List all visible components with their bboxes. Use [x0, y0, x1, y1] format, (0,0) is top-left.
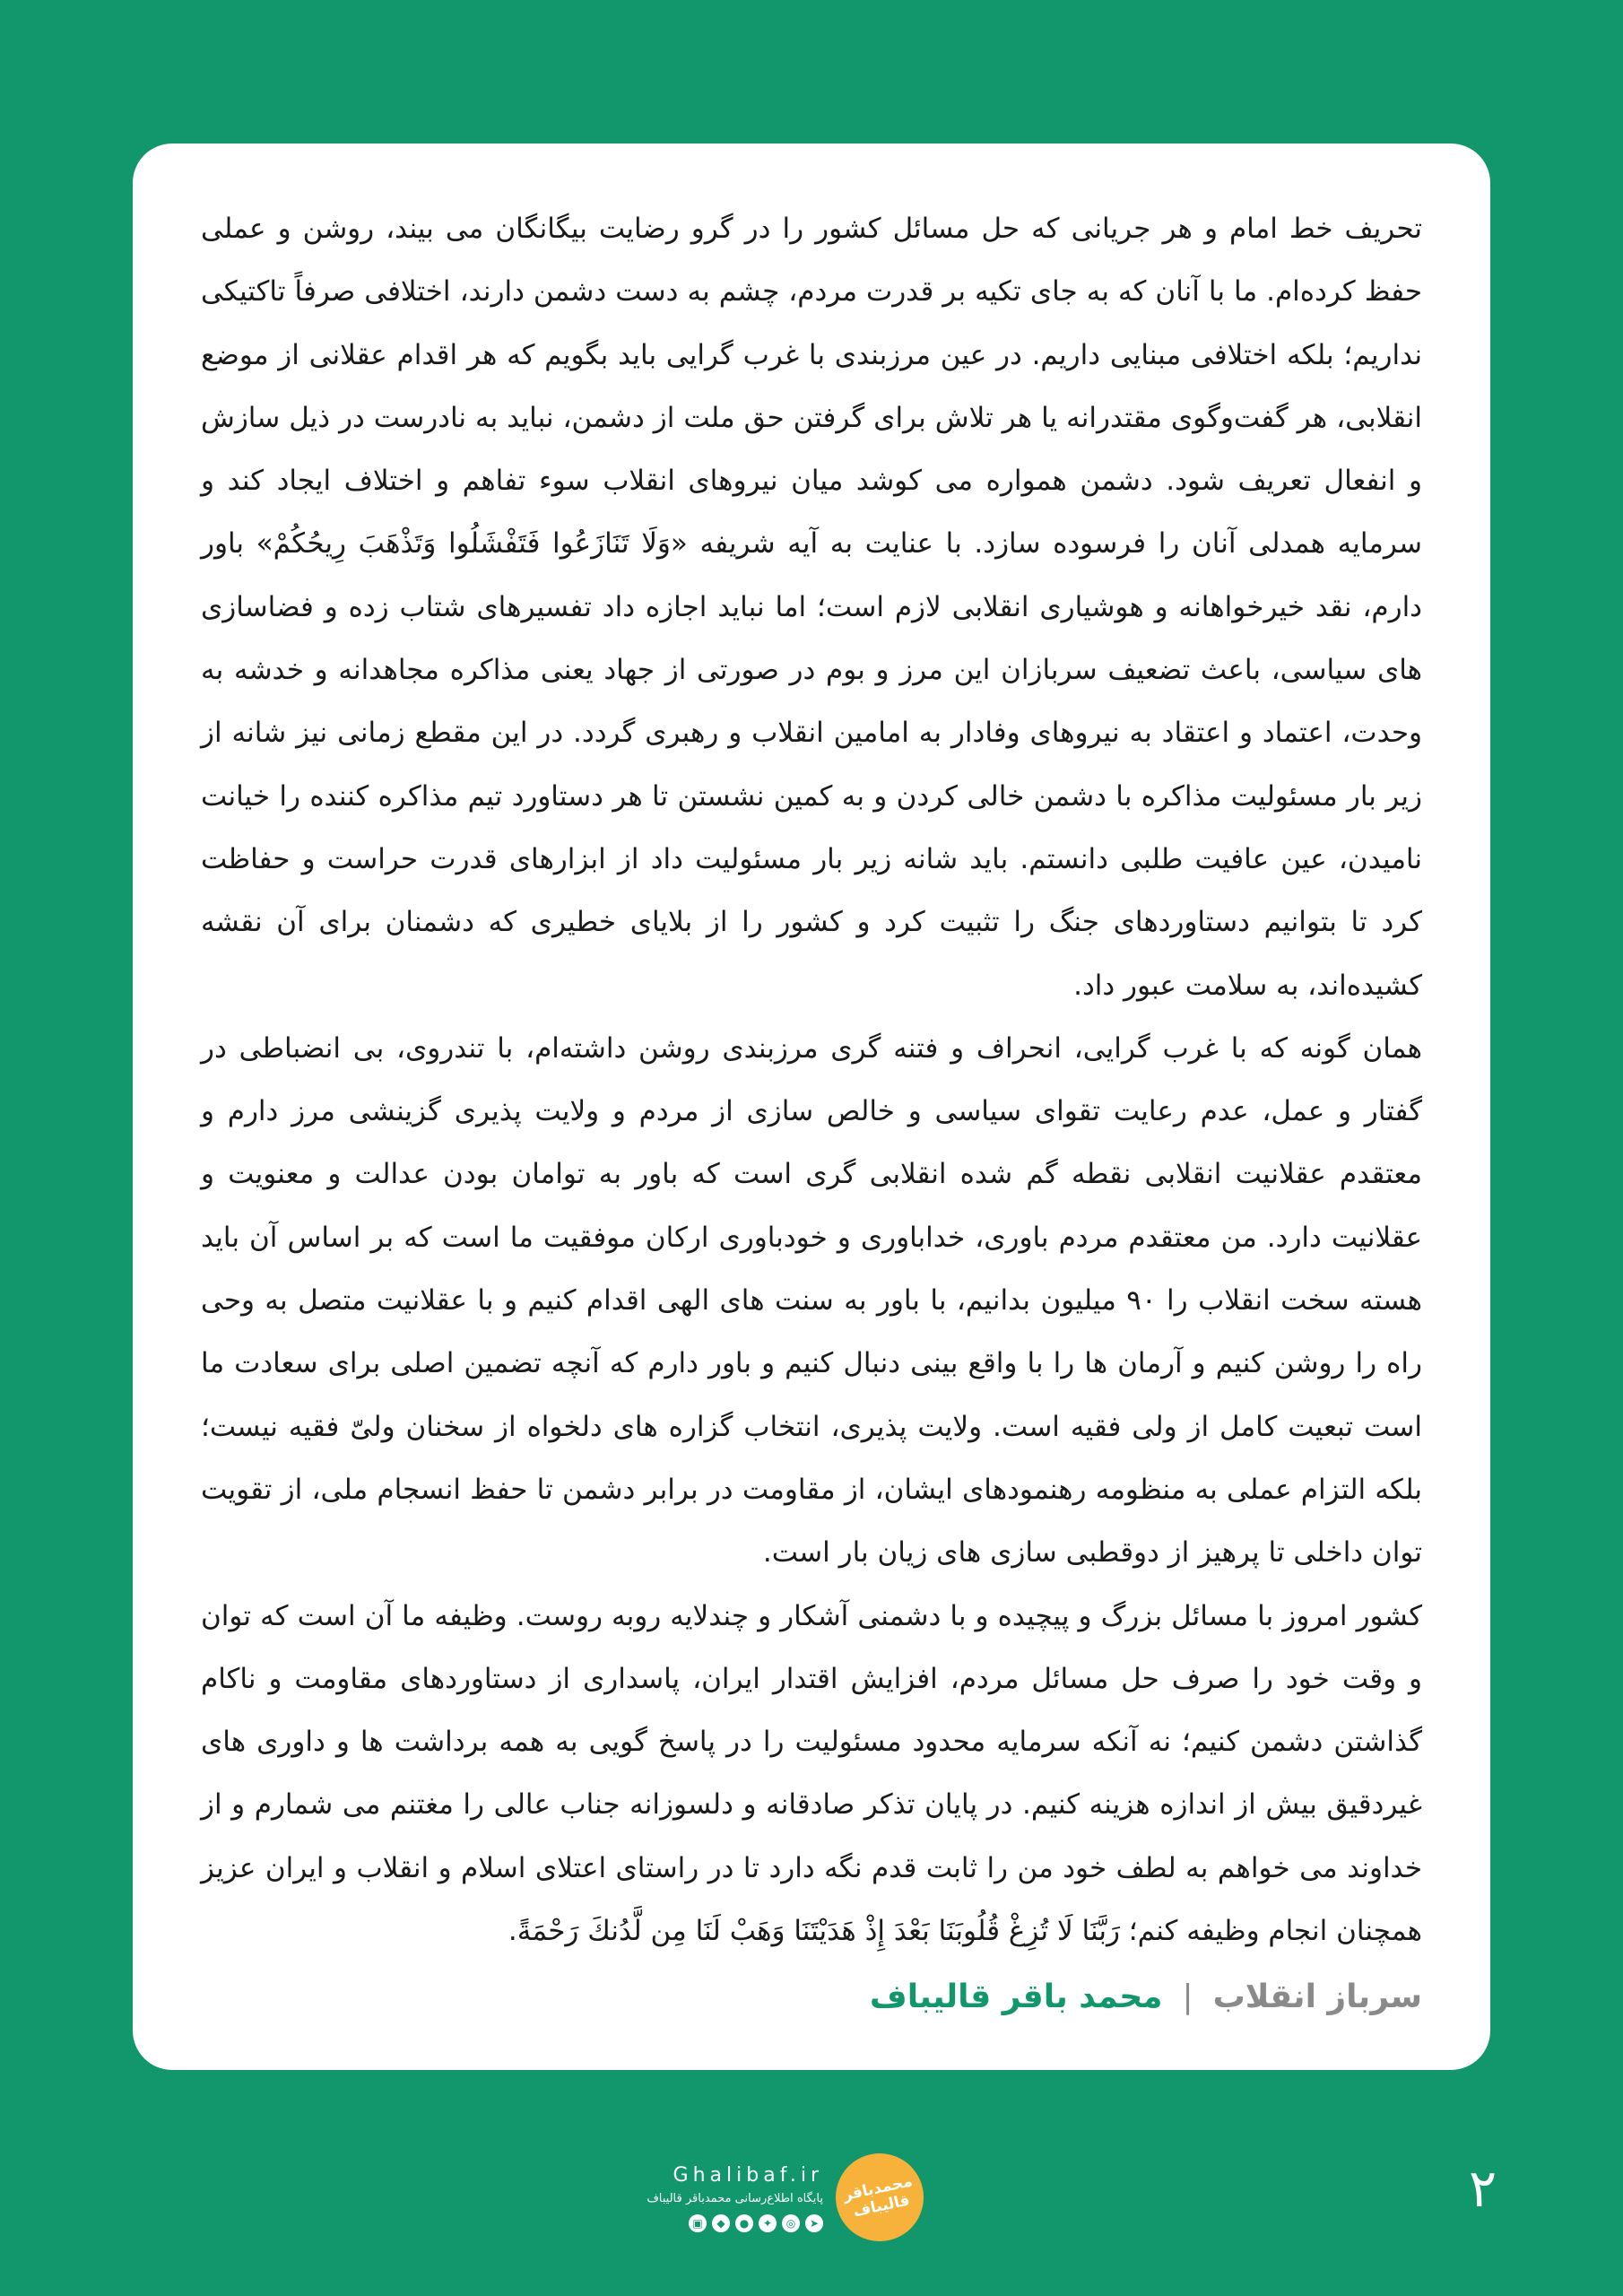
social-icons [689, 2214, 823, 2232]
footer-text [647, 2162, 823, 2232]
signature [201, 1966, 1422, 2029]
portal-label: پایگاه اطلاع‌رسانی محمدباقر قالیباف [647, 2192, 823, 2205]
bale-icon[interactable]: ◆ [712, 2214, 730, 2232]
content-card [133, 144, 1490, 2070]
signature-separator: | [1182, 1979, 1193, 2016]
paragraph-2: همان گونه که با غرب گرایی، انحراف و فتنه گری مرزبندی روشن داشته‌ام، با تندروی، بی انضباطی در گفتار و عمل، عدم رعایت تقوای سیاسی و خالص سازی از مردم و ولایت پذیری گزینشی مرز دارم و معتقدم عقلانیت انقلابی نقطه گم شده انقلابی گری است که باور به توامان بودن عدالت و معنویت و عقلانیت دارد. من معتقدم مردم باوری، خداباوری و خودباوری ارکان موفقیت ما است که بر اساس آن باید هسته سخت انقلاب را ۹۰ میلیون بدانیم، با باور به سنت های الهی اقدام کنیم و با عقلانیت متصل به وحی راه را روشن کنیم و آرمان ها را با واقع بینی دنبال کنیم و باور دارم که آنچه تضمین اصلی برای سعادت ما است تبعیت کامل از ولی فقیه است. ولایت پذیری، انتخاب گزاره های دلخواه از سخنان ولیّ فقیه نیست؛ بلکه التزام عملی به منظومه رهنمودهای ایشان، از مقاومت در برابر دشمن تا حفظ انسجام ملی، از تقویت توان داخلی تا پرهیز از دوقطبی سازی های زیان بار است. [201, 1031, 1422, 1570]
signature-title: سرباز انقلاب [1212, 1979, 1422, 2016]
twitter-icon[interactable]: ✦ [759, 2214, 777, 2232]
rubika-icon[interactable]: ▣ [689, 2214, 707, 2232]
site-url[interactable]: Ghalibaf.ir [673, 2164, 823, 2187]
telegram-icon[interactable]: ➤ [805, 2214, 823, 2232]
paragraph-3: کشور امروز با مسائل بزرگ و پیچیده و با دشمنی آشکار و چندلایه روبه روست. وظیفه ما آن است که توان و وقت خود را صرف حل مسائل مردم، افزایش اقتدار ایران، پاسداری از دستاوردهای مقاومت و ناکام گذاشتن دشمن کنیم؛ نه آنکه سرمایه محدود مسئولیت را در پاسخ گویی به همه برداشت ها و داوری های غیردقیق بیش از اندازه هزینه کنیم. در پایان تذکر صادقانه و دلسوزانه جناب عالی را مغتنم می شمارم و از خداوند می خواهم به لطف خود من را ثابت قدم نگه دارد تا در راستای اعتلای اسلام و انقلاب و ایران عزیز همچنان انجام وظیفه کنم؛ رَبَّنَا لَا تُزِغْ قُلُوبَنَا بَعْدَ إِذْ هَدَيْتَنَا وَهَبْ لَنَا مِن لَّدُنكَ رَحْمَةً. [201, 1599, 1422, 1948]
article-body [201, 197, 1422, 1962]
logo-icon: محمدباقر قالیباف [828, 2145, 932, 2249]
paragraph-1: تحریف خط امام و هر جریانی که حل مسائل کشور را در گرو رضایت بیگانگان می بیند، روشن و عملی حفظ کرده‌ام. ما با آنان که به جای تکیه بر قدرت مردم، چشم به دست دشمن دارند، اختلافی صرفاً تاکتیکی نداریم؛ بلکه اختلافی مبنایی داریم. در عین مرزبندی با غرب گرایی باید بگویم که هر اقدام عقلانی از موضع انقلابی، هر گفت‌وگوی مقتدرانه یا هر تلاش برای گرفتن حق ملت از دشمن، نباید به نادرست در ذیل سازش و انفعال تعریف شود. دشمن همواره می کوشد میان نیروهای انقلاب سوء تفاهم و اختلاف ایجاد کند و سرمایه همدلی آنان را فرسوده سازد. با عنایت به آیه شریفه «وَلَا تَنَازَعُوا فَتَفْشَلُوا وَتَذْهَبَ رِيحُكُمْ» باور دارم، نقد خیرخواهانه و هوشیاری انقلابی لازم است؛ اما نباید اجازه داد تفسیرهای شتاب زده و فضاسازی های سیاسی، باعث تضعیف سربازان این مرز و بوم در صورتی از جهاد یعنی مذاکره مجاهدانه و خدشه به وحدت، اعتماد و اعتقاد به نیروهای وفادار به امامین انقلاب و رهبری گردد. در این مقطع زمانی نیز شانه از زیر بار مسئولیت مذاکره با دشمن خالی کردن و به کمین نشستن تا هر دستاورد تیم مذاکره کننده را خیانت نامیدن، عین عافیت طلبی دانستم. باید شانه زیر بار مسئولیت داد از ابزارهای قدرت حراست و حفاظت کرد تا بتوانیم دستاوردهای جنگ را تثبیت کرد و کشور را از بلایای خطیری که دشمنان برای آن نقشه کشیده‌اند، به سلامت عبور داد. [201, 213, 1422, 1002]
page-number: ۲ [1469, 2158, 1497, 2219]
footer-brand [628, 2148, 924, 2247]
signature-name: محمد باقر قالیباف [869, 1979, 1163, 2016]
eitaa-icon[interactable]: ● [735, 2214, 753, 2232]
instagram-icon[interactable]: ◎ [782, 2214, 800, 2232]
